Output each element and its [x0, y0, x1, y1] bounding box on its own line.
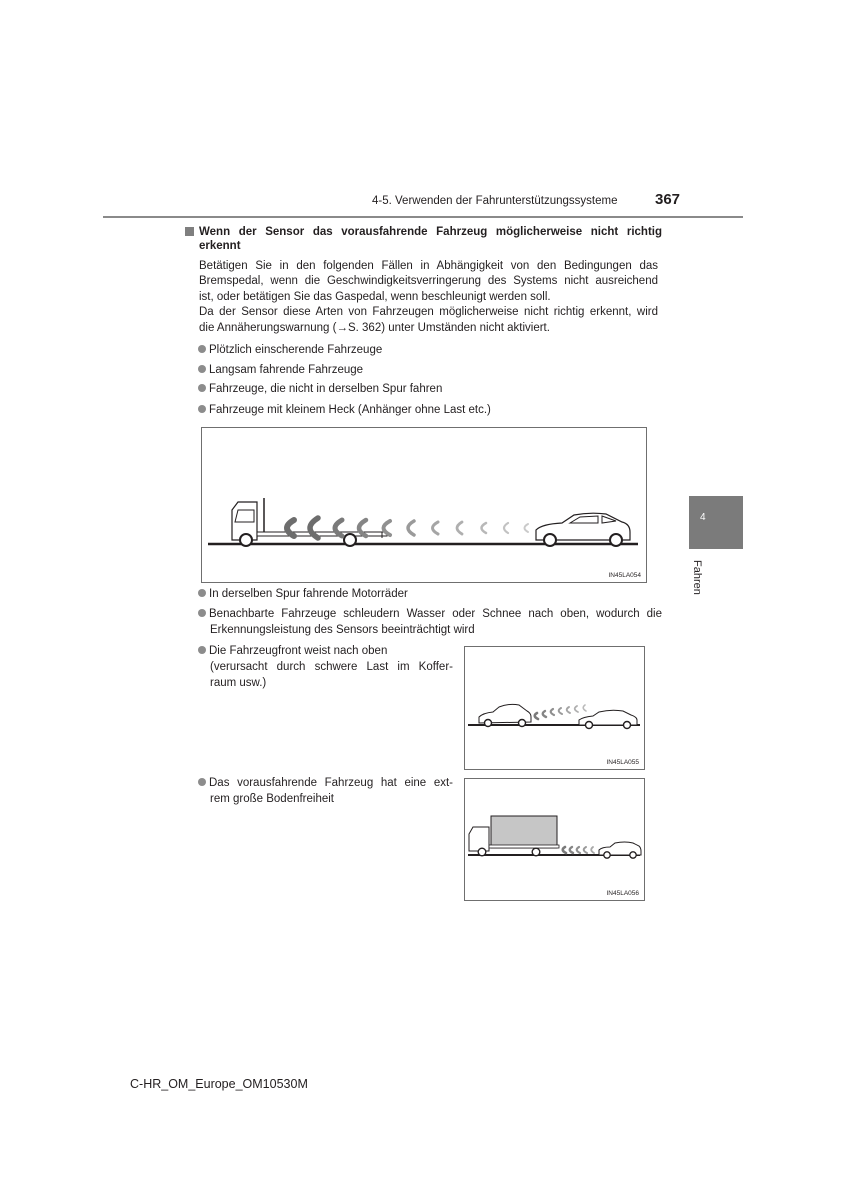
trailer-illustration	[202, 428, 646, 582]
bullet-icon	[198, 609, 206, 617]
list-item-text: Fahrzeuge, die nicht in derselben Spur fahren	[209, 383, 443, 395]
bullet-icon	[198, 778, 206, 786]
list-item-continuation: rem große Bodenfreiheit	[210, 793, 335, 805]
bullet-icon	[198, 405, 206, 413]
list-item-text: In derselben Spur fahrende Motorräder	[209, 588, 408, 600]
chapter-label: Fahren	[691, 560, 703, 595]
paragraph-line-3: ist, oder betätigen Sie das Gaspedal, wenn beschleunigt werden soll.	[199, 291, 551, 303]
figure-ground-clearance	[464, 778, 645, 901]
list-item-text: Langsam fahrende Fahrzeuge	[209, 364, 364, 376]
bullet-icon	[198, 589, 206, 597]
list-item-text: Die Fahrzeugfront weist nach oben	[209, 645, 388, 657]
list-item-text: Fahrzeuge mit kleinem Heck (Anhänger ohne Last etc.)	[209, 404, 491, 416]
list-item	[198, 643, 387, 659]
section-heading-line2: erkennt	[199, 240, 241, 252]
list-item-text: Das vorausfahrende Fahrzeug hat eine ext-	[209, 777, 453, 789]
section-heading-line1: Wenn der Sensor das vorausfahrende Fahrzeug möglicherweise nicht richtig	[199, 226, 662, 238]
list-item	[198, 402, 491, 418]
ground-clearance-illustration	[465, 779, 644, 900]
document-code: C-HR_OM_Europe_OM10530M	[130, 1077, 308, 1091]
figure-front-up	[464, 646, 645, 770]
bullet-icon	[198, 365, 206, 373]
bullet-icon	[198, 646, 206, 654]
figure-trailer	[201, 427, 647, 583]
page-number: 367	[655, 191, 681, 208]
chapter-number: 4	[700, 512, 706, 523]
list-item	[198, 381, 442, 397]
list-item-continuation: (verursacht durch schwere Last im Koffer-	[210, 661, 453, 673]
list-item	[198, 362, 363, 378]
list-item	[198, 342, 382, 358]
chapter-tab	[689, 496, 743, 549]
front-up-illustration	[465, 647, 644, 769]
heading-square-icon	[185, 227, 194, 236]
figure-code: IN45LA054	[608, 572, 641, 579]
list-item-text: Benachbarte Fahrzeuge schleudern Wasser oder Schnee nach oben, wodurch die	[209, 608, 662, 620]
header-divider	[103, 216, 743, 218]
list-item	[198, 775, 453, 791]
figure-code: IN45LA055	[606, 759, 639, 766]
list-item-text: Plötzlich einscherende Fahrzeuge	[209, 344, 383, 356]
list-item-continuation: raum usw.)	[210, 677, 267, 689]
paragraph-line-4: Da der Sensor diese Arten von Fahrzeugen möglicherweise nicht richtig erkennt, wird	[199, 306, 658, 318]
list-item-continuation: Erkennungsleistung des Sensors beeinträchtigt wird	[210, 624, 475, 636]
list-item	[198, 586, 408, 602]
bullet-icon	[198, 345, 206, 353]
paragraph-line-1: Betätigen Sie in den folgenden Fällen in Abhängigkeit von den Bedingungen das	[199, 260, 658, 272]
section-title: 4-5. Verwenden der Fahrunterstützungssysteme	[372, 195, 618, 207]
figure-code: IN45LA056	[606, 890, 639, 897]
paragraph-line-2: Bremspedal, wenn die Geschwindigkeitsverringerung des Systems nicht ausreichend	[199, 275, 658, 287]
paragraph-line-5: die Annäherungswarnung (→S. 362) unter Umständen nicht aktiviert.	[199, 322, 550, 334]
bullet-icon	[198, 384, 206, 392]
list-item	[198, 606, 662, 622]
